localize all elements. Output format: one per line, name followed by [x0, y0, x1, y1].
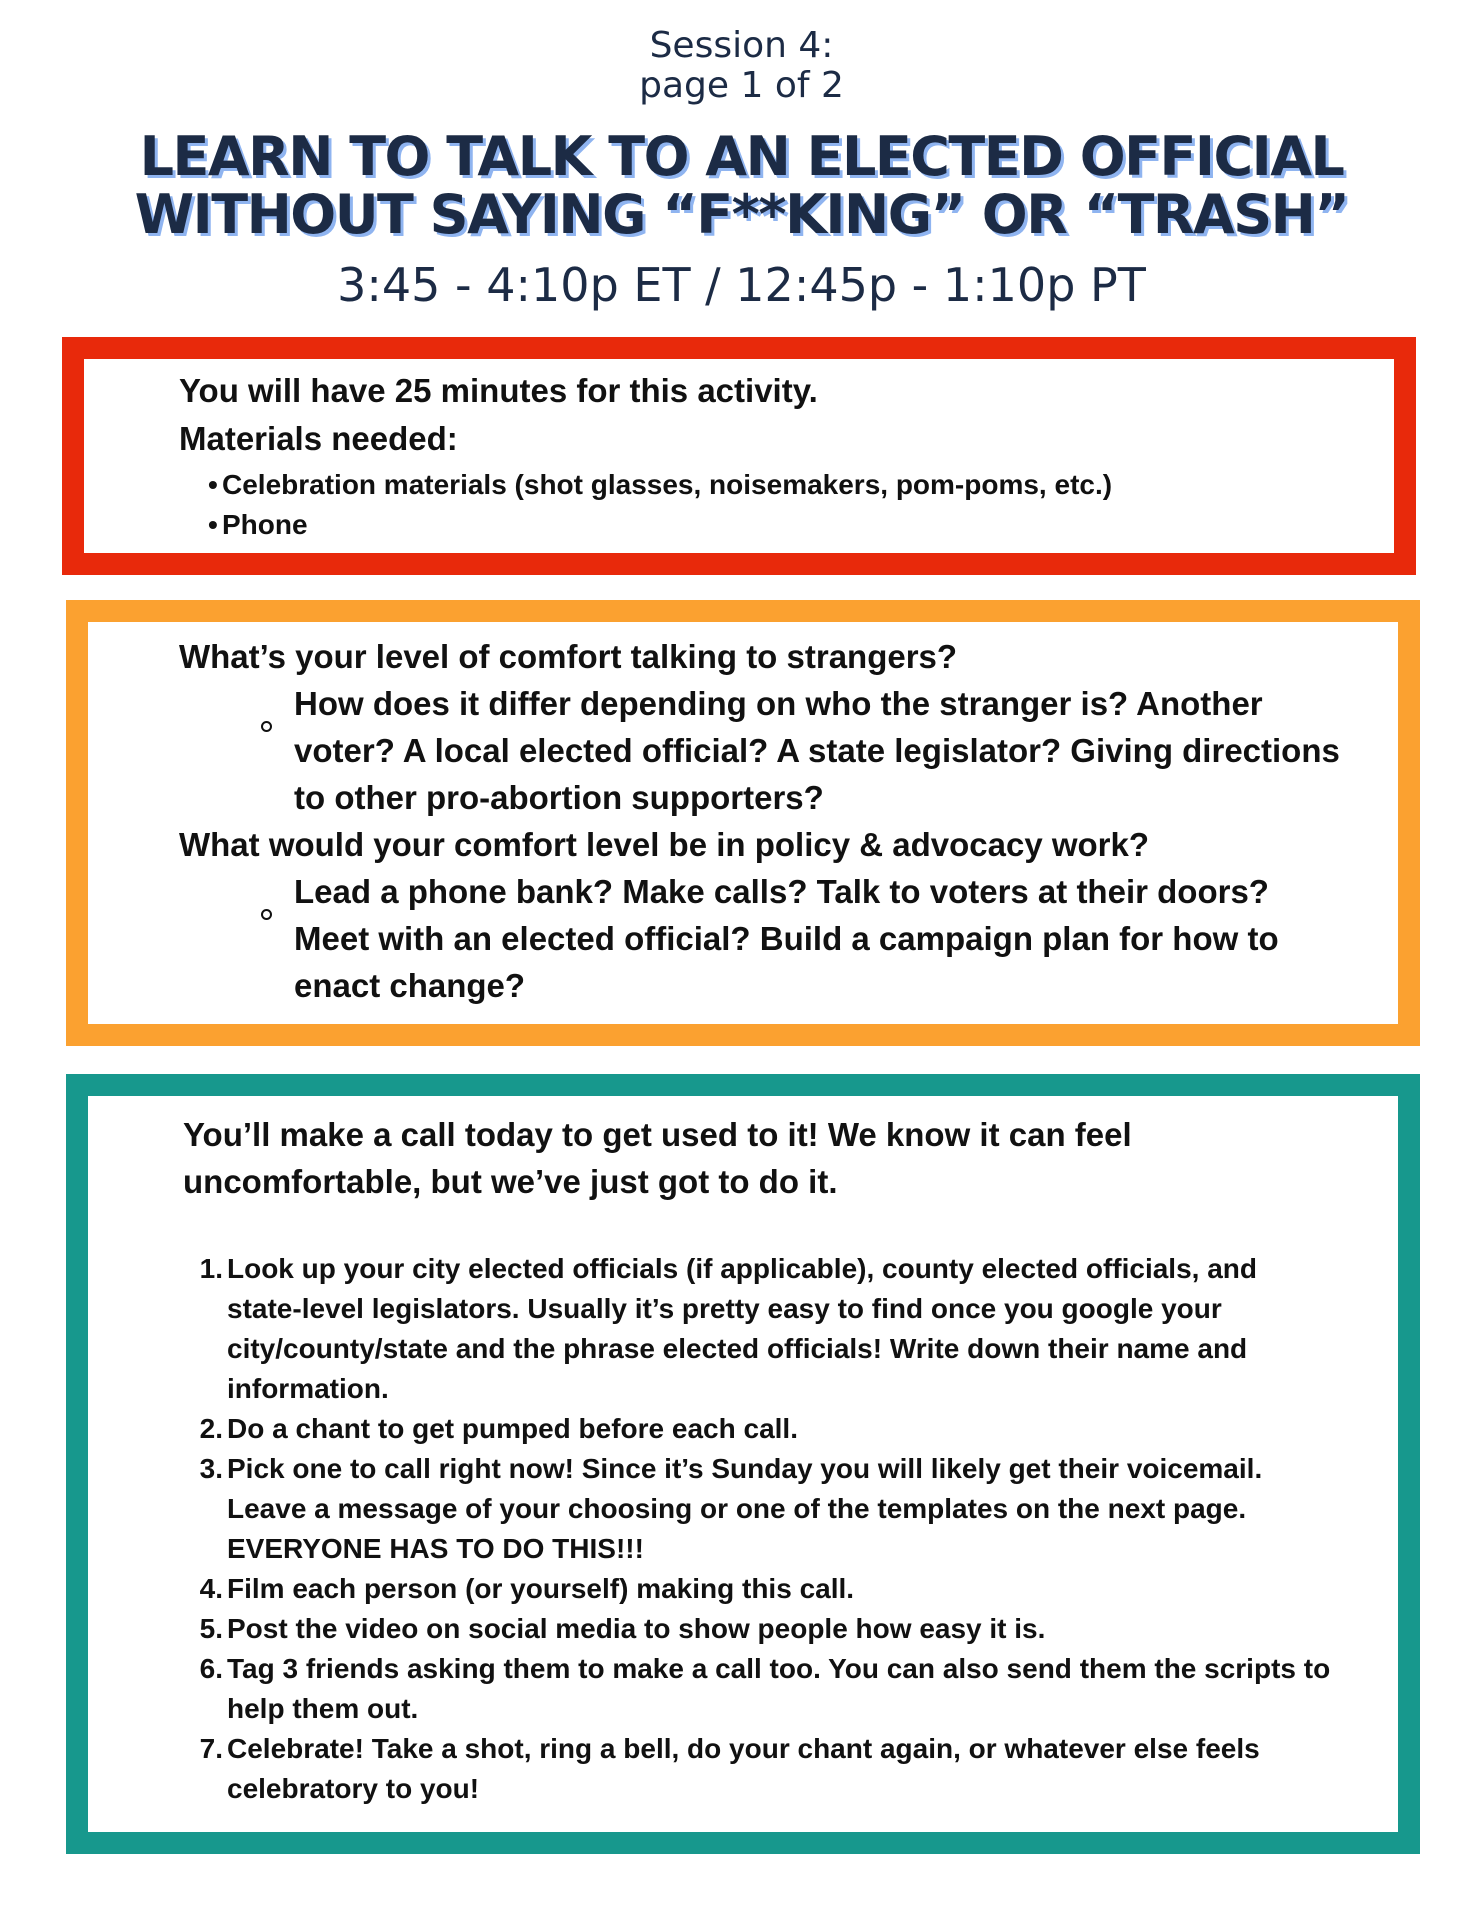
step-number: 3.	[199, 1453, 223, 1484]
step-number: 6.	[199, 1653, 223, 1684]
page-indicator: page 1 of 2	[639, 65, 844, 106]
question-comfort-strangers: What’s your level of comfort talking to strangers?	[179, 638, 958, 675]
steps-box: You’ll make a call today to get used to it! We know it can feel uncomfortable, but we’ve just got to do it. 1. Look up your city elected officials (if applicable), county elected officials, and state-level legislators. Usually it’s pretty easy to find once you google your city/county/state and the phrase elected officials! Write down their name and information. 2. Do a chant to get pumped before each call. 3. Pick one to call right now! Since it’s Sunday you will likely get their voicemail. Leave a message of your choosing or one of the templates on the next page. EVERYONE HAS TO DO THIS!!! 4. Film each person (or yourself) making this call. 5. Post the video on social media to show people how easy it is. 6. Tag 3 friends asking them to make a call too. You can also send them the scripts to help them out. 7. Celebrate! Take a shot, ring a bell, do your chant again, or whatever else feels celebratory to you!	[66, 1074, 1420, 1854]
step-number: 1.	[199, 1253, 223, 1284]
circle-bullet-icon	[261, 909, 272, 920]
step-number: 7.	[199, 1733, 223, 1764]
bullet-icon: •	[208, 469, 218, 500]
material-item-celebration: Celebration materials (shot glasses, noisemakers, pom-poms, etc.)	[222, 469, 1113, 500]
page-title-line-1: LEARN TO TALK TO AN ELECTED OFFICIAL	[139, 125, 1344, 188]
material-item-phone: Phone	[222, 509, 308, 540]
questions-box: What’s your level of comfort talking to strangers? How does it differ depending on who the stranger is? Another voter? A local elected official? A state legislator? Giving directions to other pro-abortion supporters? What would your comfort level be in policy & advocacy work? Lead a phone bank? Make calls? Talk to voters at their doors? Meet with an elected official? Build a campaign plan for how to enact change?	[66, 600, 1420, 1046]
page-title-line-2: WITHOUT SAYING “F**KING” OR “TRASH”	[134, 183, 1349, 246]
circle-bullet-icon	[261, 721, 272, 732]
step-number: 4.	[199, 1573, 223, 1604]
materials-heading: Materials needed:	[179, 420, 458, 457]
activity-duration: You will have 25 minutes for this activity.	[179, 372, 818, 409]
question-policy-comfort: What would your comfort level be in policy & advocacy work?	[179, 826, 1150, 863]
step-number: 2.	[199, 1413, 223, 1444]
session-number: Session 4:	[649, 25, 834, 66]
session-time: 3:45 - 4:10p ET / 12:45p - 1:10p PT	[337, 258, 1146, 312]
materials-box	[62, 337, 1416, 575]
step-number: 5.	[199, 1613, 223, 1644]
bullet-icon: •	[208, 509, 218, 540]
